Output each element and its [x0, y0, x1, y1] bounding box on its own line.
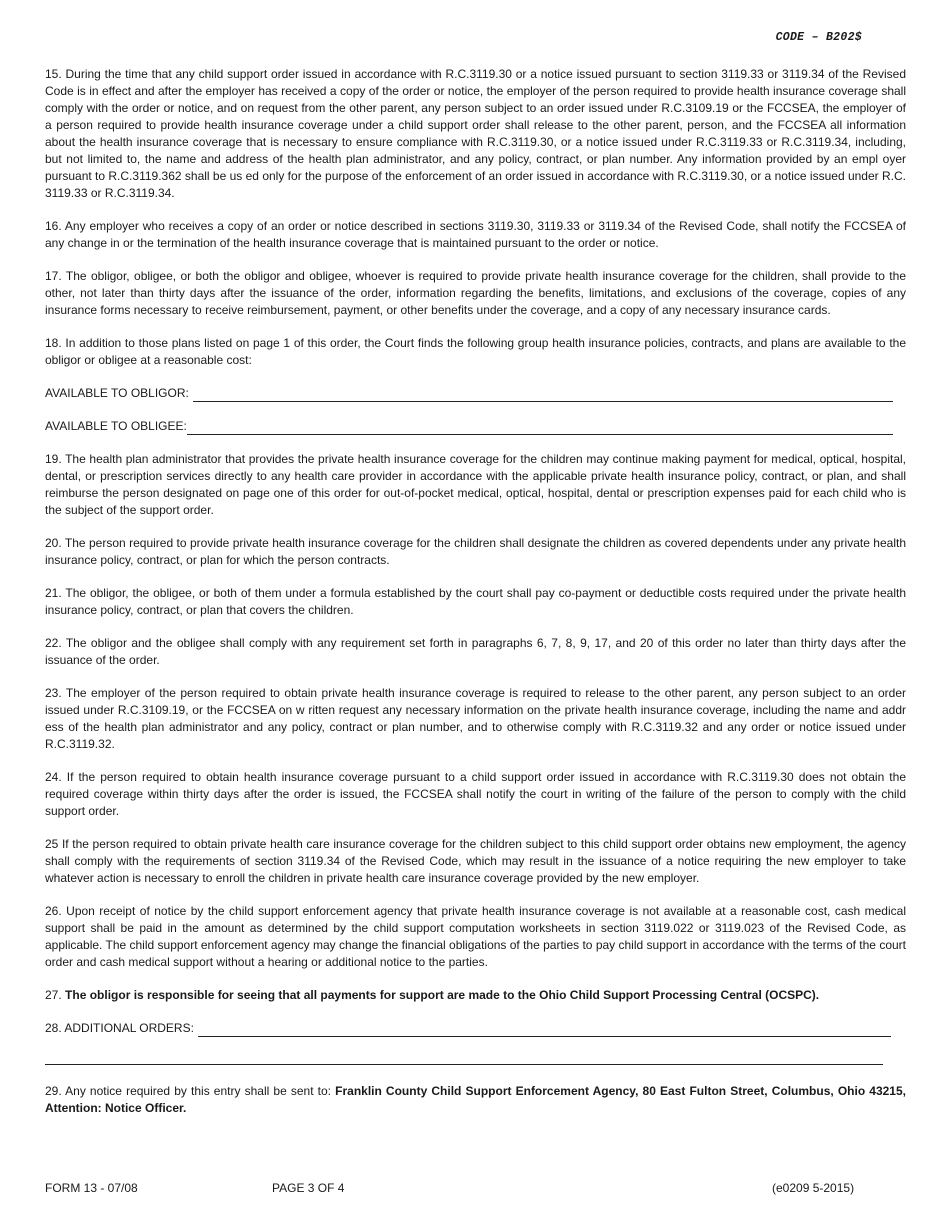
- additional-orders-row: [45, 1020, 906, 1037]
- paragraph-16: 16. Any employer who receives a copy of an order or notice described in sections 3119.30, 3119.33 or 3119.34 of the Revised Code, shall notify the FCCSEA of any change in or the termination of the health insurance coverage that is maintained pursuant to the order or notice.: [45, 219, 906, 250]
- form-number: FORM 13 - 07/08: [45, 1181, 138, 1195]
- obligor-input-line[interactable]: [193, 388, 893, 402]
- paragraph-29: [45, 1083, 906, 1117]
- paragraph-27: [45, 987, 906, 1004]
- paragraph-21: 21. The obligor, the obligee, or both of them under a formula established by the court shall pay co-payment or deductible costs required under the private health insurance policy, contract, or plan that covers the children.: [45, 586, 906, 617]
- additional-orders-second-line[interactable]: [45, 1063, 883, 1065]
- obligee-label: AVAILABLE TO OBLIGEE:: [45, 419, 187, 433]
- obligor-label: AVAILABLE TO OBLIGOR:: [45, 386, 189, 400]
- paragraph-23: 23. The employer of the person required to obtain private health insurance coverage is required to release to the other parent, any person subject to an order issued under R.C.3109.19, or the FCCSEA on w ritten request any necessary information on the private health insurance coverage, including the name and addr ess of the health plan administrator and any policy, contract or plan number, and to otherwise comply with R.C.3119.32 and any order or notice issued under R.C.3119.32.: [45, 686, 906, 751]
- paragraph-29-text: 29. Any notice required by this entry shall be sent to:: [45, 1084, 332, 1098]
- page-number: PAGE 3 OF 4: [272, 1181, 345, 1195]
- form-code: CODE – B202$: [775, 31, 862, 44]
- paragraph-27-text: The obligor is responsible for seeing that all payments for support are made to the Ohio Child Support Processing Central (OCSPC).: [65, 988, 820, 1002]
- additional-orders-input-line[interactable]: [198, 1023, 891, 1037]
- obligee-input-line[interactable]: [187, 421, 893, 435]
- page-footer: [45, 1181, 865, 1201]
- paragraph-18: 18. In addition to those plans listed on page 1 of this order, the Court finds the following group health insurance policies, contracts, and plans are available to the obligor or obligee at a reasonable cost:: [45, 336, 906, 367]
- additional-orders-label: 28. ADDITIONAL ORDERS:: [45, 1021, 194, 1035]
- paragraph-22: 22. The obligor and the obligee shall comply with any requirement set forth in paragraphs 6, 7, 8, 9, 17, and 20 of this order no later than thirty days after the issuance of the order.: [45, 636, 906, 667]
- paragraph-29-address: Franklin County Child Support Enforcement Agency, 80 East Fulton Street, Columbus, Ohio 43215, Attention: Notice Officer.: [45, 1084, 906, 1115]
- paragraph-27-number: 27.: [45, 988, 62, 1002]
- paragraph-20: 20. The person required to provide private health insurance coverage for the children shall designate the children as covered dependents under any private health insurance policy, contract, or plan for which the person contracts.: [45, 536, 906, 567]
- paragraph-17: 17. The obligor, obligee, or both the obligor and obligee, whoever is required to provide private health insurance coverage for the children, shall provide to the other, not later than thirty days after the issuance of the order, information regarding the benefits, limitations, and exclusions of the coverage, copies of any insurance forms necessary to receive reimbursement, payment, or other benefits under the coverage, and a copy of any necessary insurance cards.: [45, 269, 906, 317]
- paragraph-19: 19. The health plan administrator that provides the private health insurance coverage for the children may continue making payment for medical, optical, hospital, dental, or prescription services directly to any health care provider in accordance with the applicable private health insurance policy, contract, or plan, and shall reimburse the person designated on page one of this order for out-of-pocket medical, optical, hospital, dental or prescription expenses paid for each child who is the subject of the support order.: [45, 452, 906, 517]
- obligee-field-row: [45, 418, 906, 435]
- revision-code: (e0209 5-2015): [772, 1181, 855, 1195]
- obligor-field-row: [45, 385, 906, 402]
- document-body: [45, 66, 906, 1133]
- paragraph-15: 15. During the time that any child support order issued in accordance with R.C.3119.30 or a notice issued pursuant to section 3119.33 or 3119.34 of the Revised Code is in effect and after the employer has received a copy of the order or notice, the employer of the person required to provide health insurance coverage shall comply with the order or notice, and on request from the other parent, any person subject to an order issued under R.C.3109.19 or the FCCSEA, the employer of a person required to provide health insurance coverage under a child support order shall release to the other parent, person, and the FCCSEA all information about the health insurance coverage that is necessary to ensure compliance with R.C.3119.30, or a notice issued under R.C.3119.33 or R.C.3119.34, including, but not limited to, the name and address of the health plan administrator, and any policy, contract, or plan number. Any information provided by an empl oyer pursuant to R.C.3119.362 shall be us ed only for the purpose of the enforcement of an order issued in accordance with R.C.3119.30, or a notice issued under R.C. 3119.33 or R.C.3119.34.: [45, 67, 906, 200]
- paragraph-25: 25 If the person required to obtain private health care insurance coverage for the children subject to this child support order obtains new employment, the agency shall comply with the requirements of section 3119.34 of the Revised Code, which may result in the issuance of a notice requiring the new employer to take whatever action is necessary to enroll the children in private health care insurance coverage provided by the new employer.: [45, 837, 906, 885]
- paragraph-26: 26. Upon receipt of notice by the child support enforcement agency that private health insurance coverage is not available at a reasonable cost, cash medical support shall be paid in the amount as determined by the child support computation worksheets in section 3119.022 or 3119.023 of the Revised Code, as applicable. The child support enforcement agency may change the financial obligations of the parties to pay child support in accordance with the terms of the court order and cash medical support without a hearing or additional notice to the parties.: [45, 904, 906, 969]
- paragraph-24: 24. If the person required to obtain health insurance coverage pursuant to a child support order issued in accordance with R.C.3119.30 does not obtain the required coverage within thirty days after the order is issued, the FCCSEA shall notify the court in writing of the failure of the person to comply with the child support order.: [45, 770, 906, 818]
